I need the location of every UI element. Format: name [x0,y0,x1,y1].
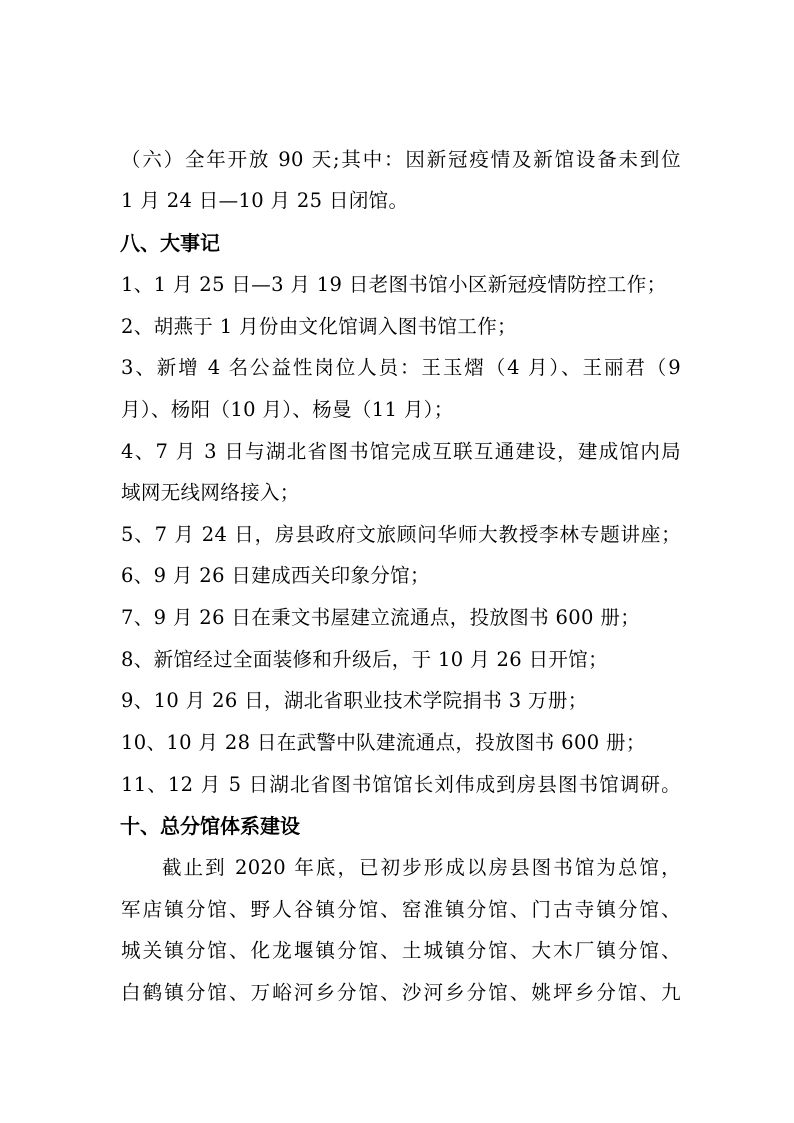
section8-heading: 八、大事记 [120,231,220,255]
event-item-6: 6、9 月 26 日建成西关印象分馆； [121,564,430,587]
event-item-1: 1、1 月 25 日—3 月 19 日老图书馆小区新冠疫情防控工作； [121,273,667,296]
section10-paragraph-line-2: 军店镇分馆、野人谷镇分馆、窑淮镇分馆、门古寺镇分馆、 [121,898,681,921]
section10-paragraph-line-3: 城关镇分馆、化龙堰镇分馆、土城镇分馆、大木厂镇分馆、 [121,939,681,962]
event-item-10: 10、10 月 28 日在武警中队建流通点，投放图书 600 册； [121,731,646,754]
section6-line-1: （六）全年开放 90 天;其中：因新冠疫情及新馆设备未到位 [121,148,681,171]
event-item-5: 5、7 月 24 日，房县政府文旅顾问华师大教授李林专题讲座； [121,523,681,546]
event-item-4-cont: 域网无线网络接入； [121,481,300,504]
section10-paragraph-line-4: 白鹤镇分馆、万峪河乡分馆、沙河乡分馆、姚坪乡分馆、九 [121,981,681,1004]
event-item-11: 11、12 月 5 日湖北省图书馆馆长刘伟成到房县图书馆调研。 [121,773,681,796]
event-item-3: 3、新增 4 名公益性岗位人员：王玉熠（4 月）、王丽君（9 [121,356,681,379]
event-item-3-cont: 月）、杨阳（10 月）、杨曼（11 月）； [121,398,454,421]
event-item-9: 9、10 月 26 日，湖北省职业技术学院捐书 3 万册； [121,689,588,712]
event-item-4: 4、7 月 3 日与湖北省图书馆完成互联互通建设，建成馆内局 [121,440,681,463]
event-item-2: 2、胡燕于 1 月份由文化馆调入图书馆工作； [121,315,517,338]
event-item-7: 7、9 月 26 日在秉文书屋建立流通点，投放图书 600 册； [121,606,641,629]
section10-heading: 十、总分馆体系建设 [120,814,300,838]
section10-paragraph-line-1: 截止到 2020 年底，已初步形成以房县图书馆为总馆， [162,856,681,879]
event-item-8: 8、新馆经过全面装修和升级后，于 10 月 26 日开馆； [121,648,608,671]
section6-line-2: 1 月 24 日—10 月 25 日闭馆。 [121,189,409,212]
